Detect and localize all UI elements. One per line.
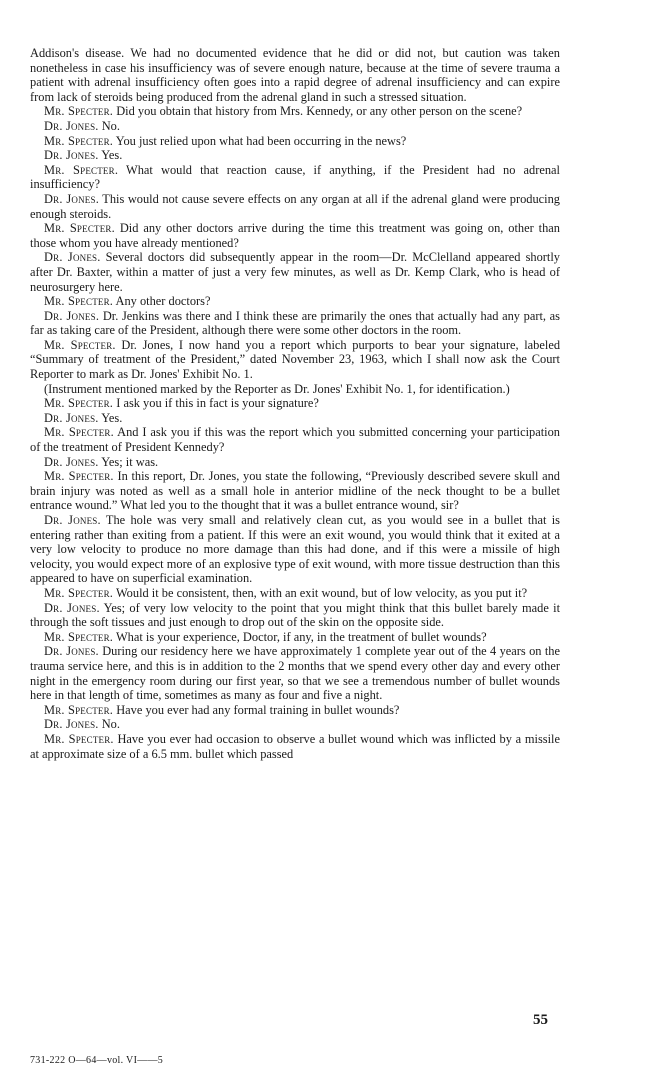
paragraph-text: In this report, Dr. Jones, you state the following, “Previously described severe skull and brain injury was noted as well as a small hole in anterior midline of the neck thought to be a bullet entrance wound.” What led you to the thought that it was a bullet entrance wound, sir? bbox=[30, 469, 560, 513]
paragraph-text: Did any other doctors arrive during the time this treatment was going on, other than those whom you have already mentioned? bbox=[30, 221, 560, 250]
paragraph-text: (Instrument mentioned marked by the Reporter as Dr. Jones' Exhibit No. 1, for identification.) bbox=[44, 381, 510, 396]
speaker-name: Mr. Specter. bbox=[44, 629, 114, 644]
paragraph-text: What is your experience, Doctor, if any, in the treatment of bullet wounds? bbox=[115, 629, 487, 644]
testimony-paragraph bbox=[30, 396, 560, 411]
speaker-name: Dr. Jones. bbox=[44, 410, 99, 425]
paragraph-text: Several doctors did subsequently appear in the room—Dr. McClelland appeared shortly after Dr. Baxter, within a matter of just a very few minutes, as well as Dr. Kemp Clark, who is head of neurosurgery here. bbox=[30, 250, 560, 294]
speaker-name: Mr. Specter. bbox=[44, 133, 114, 148]
transcript-page bbox=[30, 46, 560, 761]
testimony-paragraph bbox=[30, 309, 560, 338]
paragraph-text: Dr. Jones, I now hand you a report which purports to bear your signature, labeled “Summary of treatment of the President,” dated November 23, 1963, which I shall now ask the Court Reporter to mark as Dr. Jones' Exhibit No. 1. bbox=[30, 337, 561, 382]
testimony-paragraph bbox=[30, 119, 560, 134]
testimony-paragraph bbox=[30, 455, 560, 470]
paragraph-text: No. bbox=[101, 717, 120, 732]
testimony-paragraph bbox=[30, 630, 560, 645]
paragraph-text: Would it be consistent, then, with an exit wound, but of low velocity, as you put it? bbox=[115, 585, 528, 600]
paragraph-text: And I ask you if this was the report which you submitted concerning your participation of the treatment of President Kennedy? bbox=[30, 425, 561, 455]
paragraph-text: Have you ever had any formal training in bullet wounds? bbox=[116, 702, 400, 717]
speaker-name: Mr. Specter. bbox=[44, 294, 114, 309]
testimony-paragraph bbox=[30, 338, 560, 382]
testimony-transcript bbox=[30, 104, 560, 761]
paragraph-text: Have you ever had occasion to observe a bullet wound which was inflicted by a missile at approximate size of a 6.5 mm. bullet which passed bbox=[30, 731, 560, 761]
speaker-name: Dr. Jones. bbox=[44, 308, 100, 323]
speaker-name: Dr. Jones. bbox=[44, 454, 99, 469]
paragraph-text: Yes. bbox=[101, 148, 123, 163]
testimony-paragraph bbox=[30, 294, 560, 309]
paragraph-text: No. bbox=[101, 118, 120, 133]
speaker-name: Dr. Jones. bbox=[44, 148, 99, 163]
testimony-paragraph bbox=[30, 586, 560, 601]
speaker-name: Dr. Jones. bbox=[44, 191, 99, 206]
paragraph-text: Yes; it was. bbox=[101, 454, 159, 469]
speaker-name: Dr. Jones. bbox=[44, 118, 99, 133]
testimony-paragraph bbox=[30, 192, 560, 221]
opening-paragraph: Addison's disease. We had no documented evidence that he did or did not, but caution was taken nonetheless in case his insufficiency was of severe enough nature, because at the time of severe trauma a patient with adrenal insufficiency often goes into a rapid degree of adrenal insufficiency and can expire from lack of steroids being produced from the adrenal gland in such a stressed situation. bbox=[30, 46, 560, 104]
speaker-name: Dr. Jones. bbox=[44, 717, 99, 732]
speaker-name: Mr. Specter. bbox=[44, 221, 115, 236]
paragraph-text: Dr. Jenkins was there and I think these are primarily the ones that actually had any part, as far as taking care of the President, although there were some other doctors in the room. bbox=[30, 308, 560, 338]
testimony-paragraph bbox=[30, 644, 560, 702]
speaker-name: Mr. Specter. bbox=[44, 469, 114, 484]
testimony-paragraph bbox=[30, 717, 560, 732]
testimony-paragraph bbox=[30, 134, 560, 149]
testimony-paragraph bbox=[30, 104, 560, 119]
testimony-paragraph bbox=[30, 163, 560, 192]
paragraph-text: During our residency here we have approximately 1 complete year out of the 4 years on the trauma service here, and this is in addition to the 2 months that we spend every other day and every other night in the emergency room during our first year, so that we see a tremendous number of bullet wounds here in that length of time, sometimes as many as four and five a night. bbox=[30, 644, 560, 703]
paragraph-text: What would that reaction cause, if anything, if the President had no adrenal insufficiency? bbox=[30, 162, 561, 192]
paragraph-text: Yes; of very low velocity to the point that you might think that this bullet barely made it through the soft tissues and just enough to drop out of the skin on the opposite side. bbox=[30, 600, 561, 630]
speaker-name: Mr. Specter. bbox=[44, 396, 114, 411]
speaker-name: Mr. Specter. bbox=[44, 425, 114, 440]
speaker-name: Mr. Specter. bbox=[44, 162, 119, 177]
testimony-paragraph bbox=[30, 732, 560, 761]
paragraph-text: The hole was very small and relatively clean cut, as you would see in a bullet that is entering rather than exiting from a patient. If this were an exit wound, you would think that it exited at a very low velocity to produce no more damage than this had done, and if this were a missile of high velocity, you would expect more of an explosive type of exit wound, with more tissue destruction than this appeared to have on superficial examination. bbox=[30, 513, 561, 586]
page-number: 55 bbox=[533, 1012, 548, 1028]
speaker-name: Dr. Jones. bbox=[44, 250, 101, 265]
testimony-paragraph bbox=[30, 148, 560, 163]
speaker-name: Dr. Jones. bbox=[44, 644, 99, 659]
speaker-name: Dr. Jones. bbox=[44, 513, 101, 527]
testimony-paragraph bbox=[30, 382, 560, 397]
testimony-paragraph bbox=[30, 250, 560, 294]
testimony-paragraph bbox=[30, 221, 560, 250]
speaker-name: Mr. Specter. bbox=[44, 585, 114, 600]
testimony-paragraph bbox=[30, 703, 560, 718]
paragraph-text: Yes. bbox=[101, 410, 123, 425]
speaker-name: Mr. Specter. bbox=[44, 702, 114, 717]
speaker-name: Mr. Specter. bbox=[44, 731, 114, 746]
print-code-footer: 731-222 O—64—vol. VI——5 bbox=[30, 1055, 164, 1066]
paragraph-text: You just relied upon what had been occurring in the news? bbox=[115, 133, 407, 148]
testimony-paragraph bbox=[30, 513, 560, 586]
paragraph-text: This would not cause severe effects on any organ at all if the adrenal gland were producing enough steroids. bbox=[30, 191, 560, 221]
paragraph-text: I ask you if this in fact is your signature? bbox=[116, 396, 319, 411]
speaker-name: Mr. Specter. bbox=[44, 337, 116, 352]
speaker-name: Mr. Specter. bbox=[44, 104, 114, 119]
testimony-paragraph bbox=[30, 601, 560, 630]
paragraph-text: Any other doctors? bbox=[115, 294, 211, 309]
testimony-paragraph bbox=[30, 411, 560, 426]
testimony-paragraph bbox=[30, 425, 560, 454]
speaker-name: Dr. Jones. bbox=[44, 600, 100, 615]
paragraph-text: Did you obtain that history from Mrs. Kennedy, or any other person on the scene? bbox=[116, 104, 523, 119]
testimony-paragraph bbox=[30, 469, 560, 513]
